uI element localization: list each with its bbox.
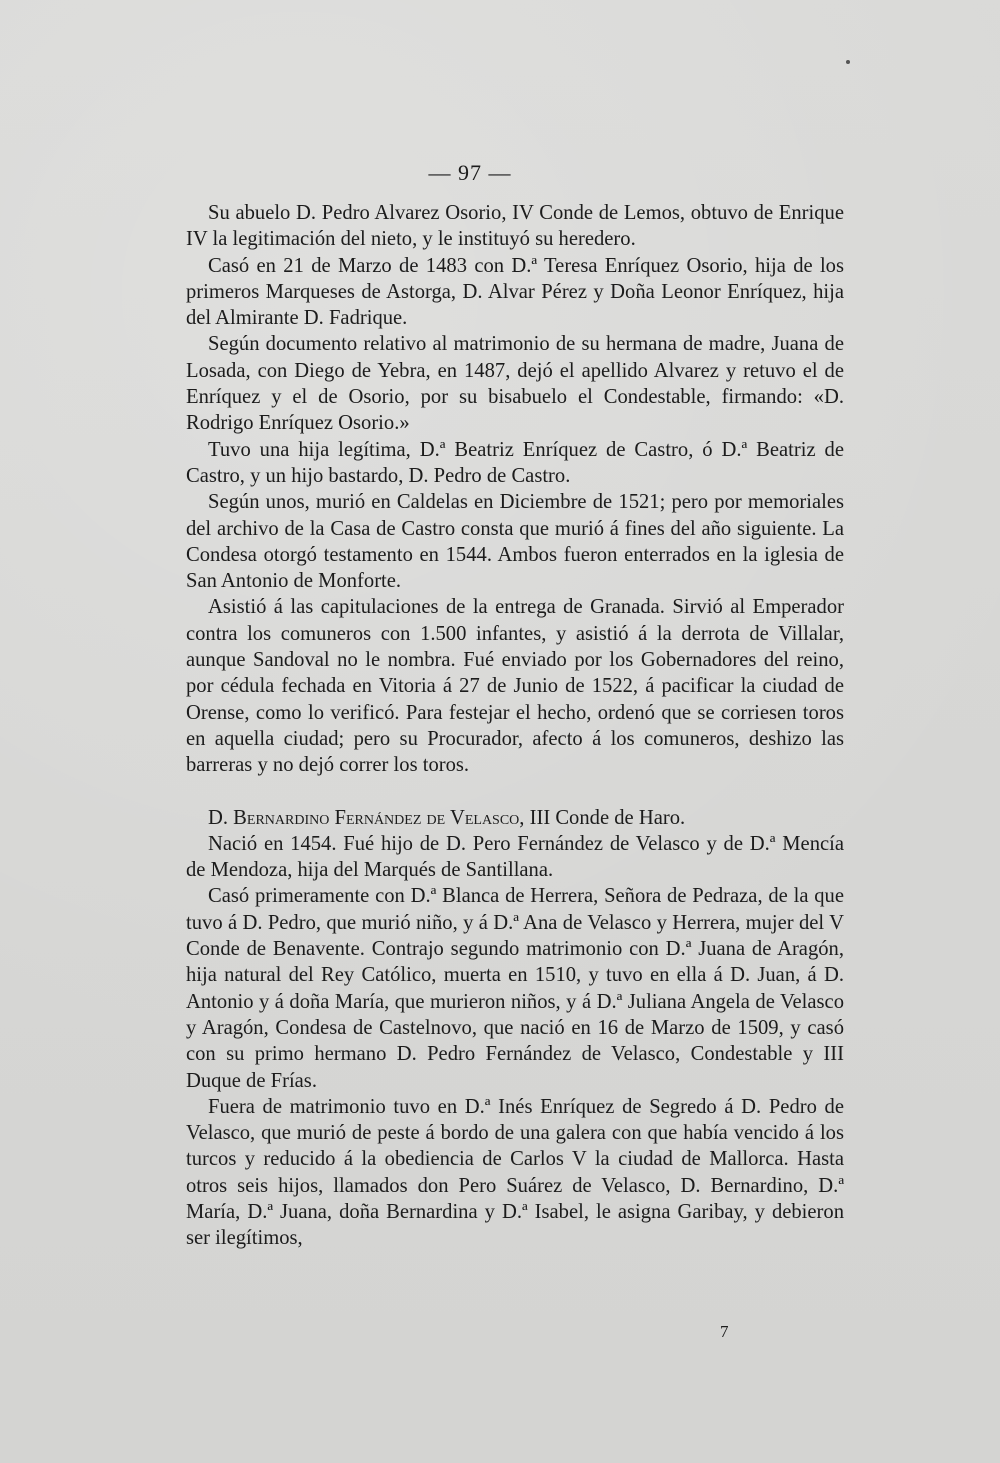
paragraph: Asistió á las capitulaciones de la entrega de Granada. Sirvió al Emperador contra los comuneros con 1.500 infantes, y asistió á la derrota de Villalar, aunque Sandoval no le nombra. Fué enviado por los Gobernadores del reino, por cédula fechada en Vitoria á 27 de Junio de 1522, á pacificar la ciudad de Orense, como lo verificó. Para festejar el hecho, ordenó que se corriesen toros en aquella ciudad; pero su Procurador, afecto á los comuneros, deshizo las barreras y no dejó correr los toros. — [186, 596, 844, 777]
heading-name: D. Bernardino Fernández de Velasco, — [208, 806, 525, 829]
paragraph: Según documento relativo al matrimonio de su hermana de madre, Juana de Losada, con Diego de Yebra, en 1487, dejó el apellido Alvarez y retuvo el de Enríquez y el de Osorio, por su bisabuelo el Condestable, firmando: «D. Rodrigo Enríquez Osorio.» — [186, 333, 844, 435]
paragraph: Nació en 1454. Fué hijo de D. Pero Fernández de Velasco y de D.ª Mencía de Mendoza, hija del Marqués de Santillana. — [186, 832, 844, 882]
body-text — [186, 200, 844, 1252]
heading-title: III Conde de Haro. — [524, 806, 686, 829]
paragraph: Su abuelo D. Pedro Alvarez Osorio, IV Conde de Lemos, obtuvo de Enrique IV la legitimación del nieto, y le instituyó su heredero. — [186, 202, 844, 251]
paragraph: Tuvo una hija legítima, D.ª Beatriz Enríquez de Castro, ó D.ª Beatriz de Castro, y un hijo bastardo, D. Pedro de Castro. — [186, 438, 844, 487]
paragraph: Según unos, murió en Caldelas en Diciembre de 1521; pero por memoriales del archivo de la Casa de Castro consta que murió á fines del año siguiente. La Condesa otorgó testamento en 1544. Ambos fueron enterrados en la iglesia de San Antonio de Monforte. — [186, 491, 844, 593]
paragraph: Fuera de matrimonio tuvo en D.ª Inés Enríquez de Segredo á D. Pedro de Velasco, que murió de peste á bordo de una galera con que había vencido á los turcos y reducido á la obediencia de Carlos V la ciudad de Mallorca. Hasta otros seis hijos, llamados don Pero Suárez de Velasco, D. Bernardino, D.ª María, D.ª Juana, doña Bernardina y D.ª Isabel, le asigna Garibay, y debieron ser ilegítimos, — [186, 1095, 844, 1250]
section-gap — [186, 779, 844, 805]
signature-mark: 7 — [720, 1322, 729, 1341]
paragraph: Casó primeramente con D.ª Blanca de Herrera, Señora de Pedraza, de la que tuvo á D. Pedro, que murió niño, y á D.ª Ana de Velasco y Herrera, mujer del V Conde de Benavente. Contrajo segundo matrimonio con D.ª Juana de Aragón, hija natural del Rey Católico, muerta en 1510, y tuvo en ella á D. Juan, á D. Antonio y á doña María, que murieron niños, y á D.ª Juliana Angela de Velasco y Aragón, Condesa de Castelnovo, que nació en 16 de Marzo de 1509, y casó con su primo hermano D. Pedro Fernández de Velasco, Condestable y III Duque de Frías. — [186, 885, 844, 1092]
paper-speck — [846, 60, 850, 64]
paragraph: Casó en 21 de Marzo de 1483 con D.ª Teresa Enríquez Osorio, hija de los primeros Marqueses de Astorga, D. Alvar Pérez y Doña Leonor Enríquez, hija del Almirante D. Fadrique. — [186, 254, 844, 330]
section-heading — [186, 805, 844, 831]
page-number: — 97 — — [428, 160, 512, 185]
